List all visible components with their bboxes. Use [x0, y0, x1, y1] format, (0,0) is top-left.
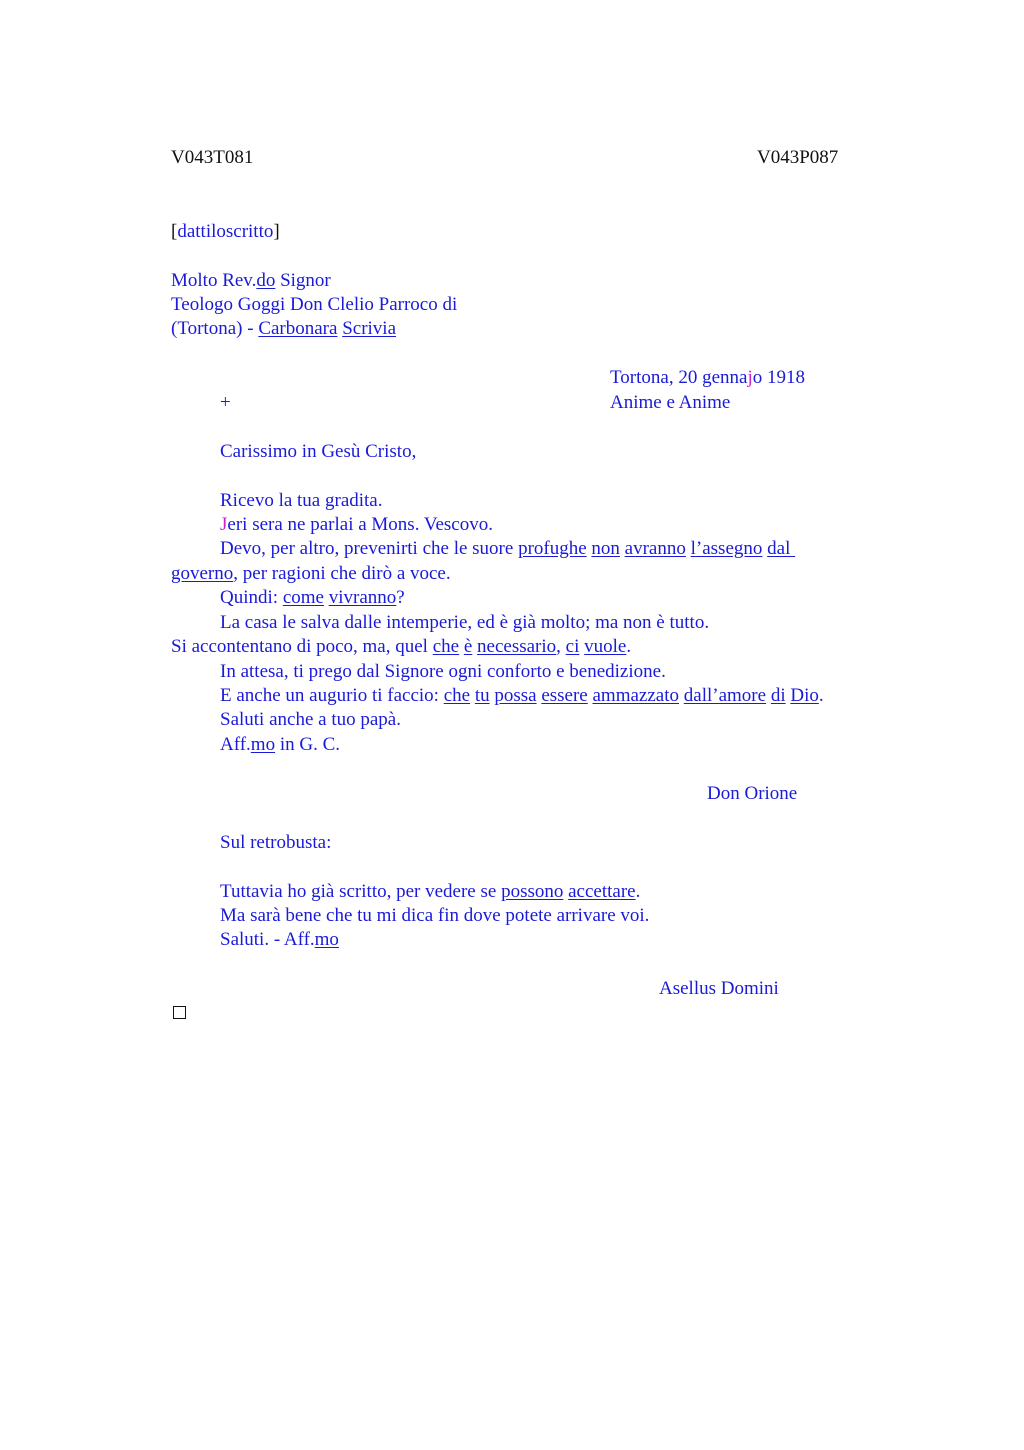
end-marker-square-icon [173, 1006, 186, 1019]
address-line-3: (Tortona) - Carbonara Scrivia [171, 318, 397, 339]
letter-line-8: In attesa, ti prego dal Signore ogni conforto e benedizione. [220, 661, 666, 682]
letter-line-5: Quindi: come vivranno? [220, 587, 405, 608]
letter-line-9: E anche un augurio ti faccio: che tu possa essere ammazzato dall’amore di Dio. [220, 685, 824, 706]
motto-line: Anime e Anime [610, 392, 731, 413]
letter-line-7: Si accontentano di poco, ma, quel che è necessario, ci vuole. [171, 636, 632, 657]
cross-symbol: + [220, 392, 231, 413]
letter-line-2: Jeri sera ne parlai a Mons. Vescovo. [220, 514, 493, 535]
header-left-code: V043T081 [171, 147, 254, 168]
note-bracket-close: ] [273, 221, 280, 242]
note-bracket-open: [ [171, 221, 178, 242]
postscript-line-3: Saluti. - Aff.mo [220, 929, 339, 950]
letter-line-6: La casa le salva dalle intemperie, ed è già molto; ma non è tutto. [220, 612, 710, 633]
letter-line-10: Saluti anche a tuo papà. [220, 709, 401, 730]
address-line-1: Molto Rev.do Signor [171, 270, 331, 291]
typescript-note [171, 220, 280, 244]
note-text: dattiloscritto [177, 221, 274, 242]
letter-line-4: governo, per ragioni che dirò a voce. [171, 563, 451, 584]
header-right-code: V043P087 [757, 147, 839, 168]
postscript-heading: Sul retrobusta: [220, 832, 332, 853]
salutation: Carissimo in Gesù Cristo, [220, 441, 417, 462]
letter-line-3: Devo, per altro, prevenirti che le suore profughe non avranno l’assegno dal [220, 538, 796, 559]
letter-line-1: Ricevo la tua gradita. [220, 490, 383, 511]
address-line-2: Teologo Goggi Don Clelio Parroco di [171, 294, 458, 315]
letter-line-11: Aff.mo in G. C. [220, 734, 341, 755]
letter-signature: Don Orione [707, 783, 798, 804]
postscript-line-2: Ma sarà bene che tu mi dica fin dove potete arrivare voi. [220, 905, 650, 926]
postscript-line-1: Tuttavia ho già scritto, per vedere se possono accettare. [220, 881, 641, 902]
postscript-signature: Asellus Domini [659, 978, 779, 999]
date-line: Tortona, 20 gennajo 1918 [610, 367, 805, 388]
